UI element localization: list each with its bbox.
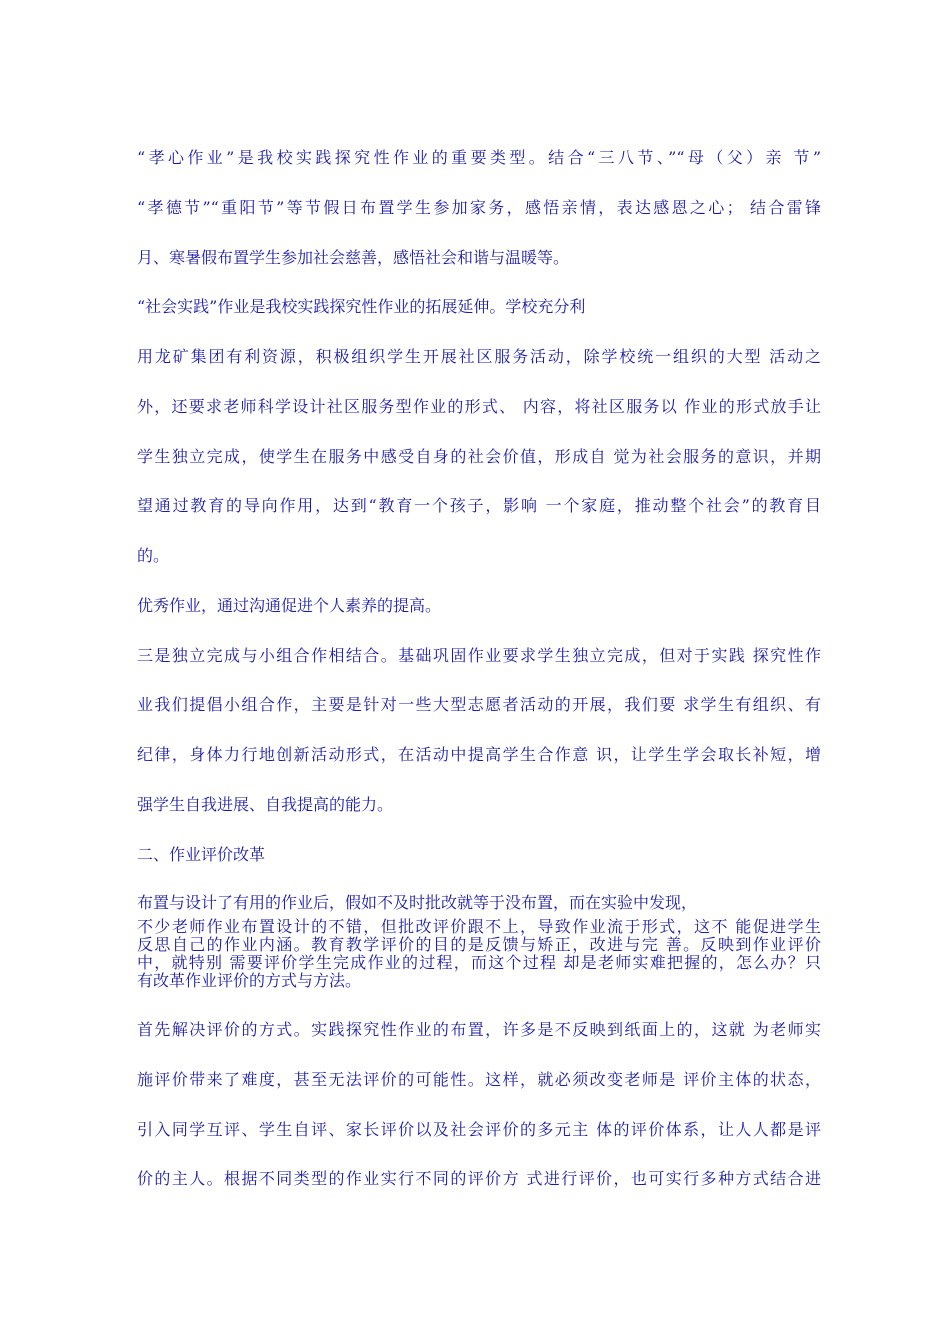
text-line: 望通过教育的导向作用，达到“教育一个孩子，影响 一个家庭，推动整个社会”的教育目 [137, 496, 821, 515]
text-line: 不少老师作业布置设计的不错，但批改评价跟不上，导致作业流于形式，这不 能促进学生 [137, 917, 821, 936]
text-line: 布置与设计了有用的作业后，假如不及时批改就等于没布置，而在实验中发现， [137, 893, 698, 912]
text-line: 反思自己的作业内涵。教育教学评价的目的是反馈与矫正，改进与完 善。反映到作业评价 [137, 935, 821, 954]
text-line: 纪律，身体力行地创新活动形式，在活动中提高学生合作意 识，让学生学会取长补短，增 [137, 745, 821, 764]
text-line: 强学生自我进展、自我提高的能力。 [137, 795, 394, 814]
text-line: 外，还要求老师科学设计社区服务型作业的形式、 内容，将社区服务以 作业的形式放手让 [137, 397, 821, 416]
text-line: 学生独立完成，使学生在服务中感受自身的社会价值，形成自 觉为社会服务的意识，并期 [137, 447, 821, 466]
text-line: “社会实践”作业是我校实践探究性作业的拓展延伸。学校充分利 [137, 297, 586, 316]
text-line: 业我们提倡小组合作，主要是针对一些大型志愿者活动的开展，我们要 求学生有组织、有 [137, 695, 821, 714]
text-line: 优秀作业，通过沟通促进个人素养的提高。 [137, 596, 442, 615]
text-line: 三是独立完成与小组合作相结合。基础巩固作业要求学生独立完成，但对于实践 探究性作 [137, 646, 821, 665]
text-line: 用龙矿集团有利资源，积极组织学生开展社区服务活动，除学校统一组织的大型 活动之 [137, 347, 821, 366]
text-line: 首先解决评价的方式。实践探究性作业的布置，许多是不反映到纸面上的，这就 为老师实 [137, 1020, 821, 1039]
text-line: 月、寒暑假布置学生参加社会慈善，感悟社会和谐与温暖等。 [137, 248, 570, 267]
text-line: 价的主人。根据不同类型的作业实行不同的评价方 式进行评价，也可实行多种方式结合进 [137, 1169, 821, 1188]
section-heading: 二、作业评价改革 [137, 845, 266, 864]
text-line: 有改革作业评价的方式与方法。 [137, 971, 362, 990]
text-line: 施评价带来了难度，甚至无法评价的可能性。这样，就必须改变老师是 评价主体的状态， [137, 1070, 821, 1089]
text-line: 引入同学互评、学生自评、家长评价以及社会评价的多元主 体的评价体系，让人人都是评 [137, 1120, 821, 1139]
text-line: 的。 [137, 546, 170, 565]
text-line: “孝德节”“重阳节”等节假日布置学生参加家务，感悟亲情，表达感恩之心； 结合雷锋 [137, 198, 821, 217]
text-line: “孝心作业”是我校实践探究性作业的重要类型。结合“三八节、”“母（父）亲 节” [137, 148, 821, 167]
text-line: 中，就特别 需要评价学生完成作业的过程，而这个过程 却是老师实难把握的，怎么办？只 [137, 953, 821, 972]
